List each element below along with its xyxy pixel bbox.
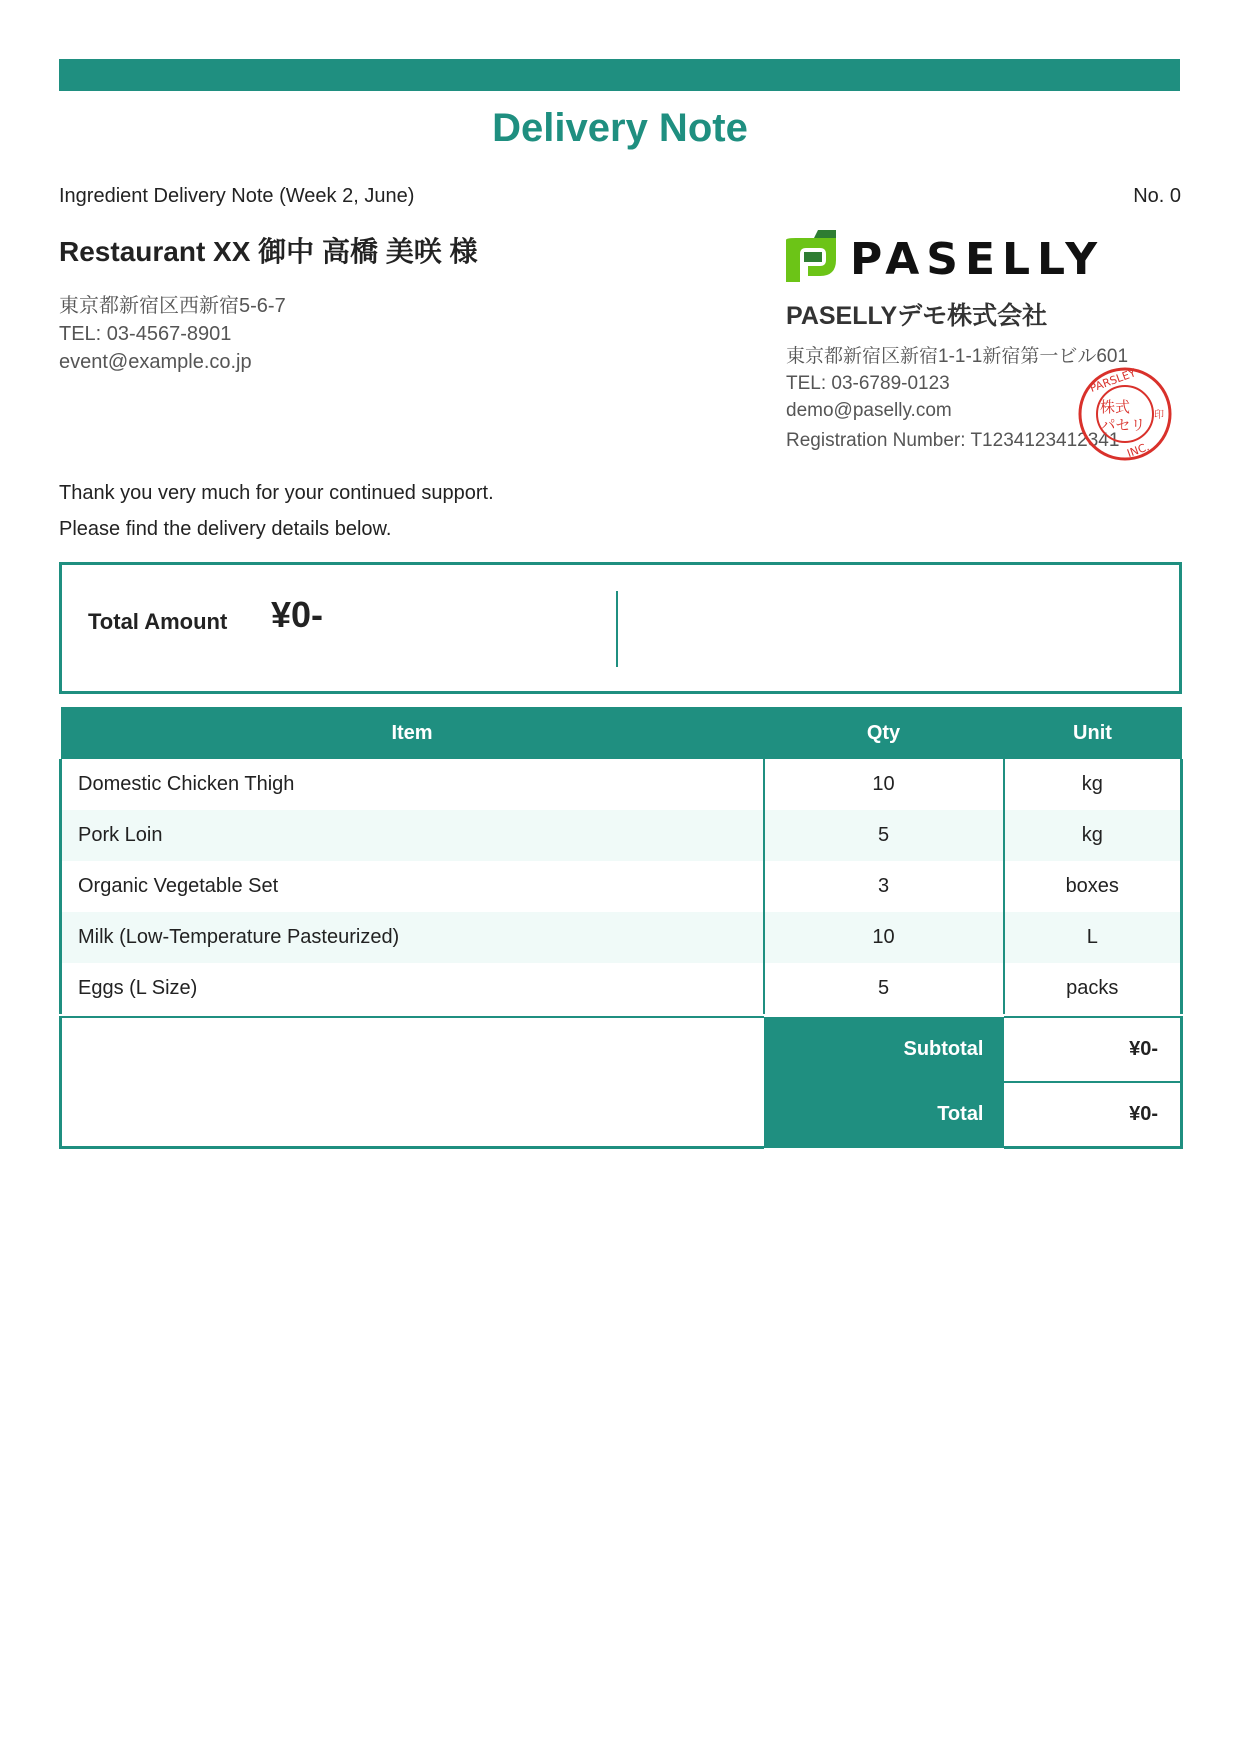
cell-qty: 10 xyxy=(764,912,1004,963)
recipient-name: Restaurant XX 御中 高橋 美咲 様 xyxy=(59,236,478,267)
grand-total-value: ¥0- xyxy=(1004,1082,1182,1148)
cell-qty: 3 xyxy=(764,861,1004,912)
cell-qty: 5 xyxy=(764,810,1004,861)
greeting-line-2: Please find the delivery details below. xyxy=(59,518,392,540)
cell-item: Domestic Chicken Thigh xyxy=(61,759,764,810)
greeting-line-1: Thank you very much for your continued support. xyxy=(59,482,494,504)
leaf-logo-icon xyxy=(786,230,836,282)
cell-unit: boxes xyxy=(1004,861,1182,912)
sender-address: 東京都新宿区新宿1-1-1新宿第一ビル601 xyxy=(786,346,1129,367)
subtotal-row xyxy=(61,1017,1182,1082)
cell-unit: L xyxy=(1004,912,1182,963)
total-box-divider xyxy=(616,591,618,667)
recipient-address: 東京都新宿区西新宿5-6-7 xyxy=(59,295,286,317)
document-title: Delivery Note xyxy=(492,106,748,150)
table-header-row xyxy=(61,707,1182,759)
svg-text:印: 印 xyxy=(1154,410,1164,421)
document-subject: Ingredient Delivery Note (Week 2, June) xyxy=(59,185,415,207)
total-amount-label: Total Amount xyxy=(88,609,228,634)
subtotal-value: ¥0- xyxy=(1004,1017,1182,1082)
greeting xyxy=(59,475,494,547)
recipient-tel: TEL: 03-4567-8901 xyxy=(59,323,232,345)
cell-item: Pork Loin xyxy=(61,810,764,861)
company-seal-stamp xyxy=(1077,366,1173,462)
cell-qty: 10 xyxy=(764,759,1004,810)
recipient-info xyxy=(59,292,286,376)
cell-unit: kg xyxy=(1004,810,1182,861)
document-number: No. 0 xyxy=(1133,185,1181,207)
grand-total-label: Total xyxy=(764,1082,1004,1148)
header-qty: Qty xyxy=(764,707,1004,759)
summary-table xyxy=(59,1016,1183,1149)
cell-item: Milk (Low-Temperature Pasteurized) xyxy=(61,912,764,963)
recipient-email: event@example.co.jp xyxy=(59,351,252,373)
top-accent-bar xyxy=(59,59,1180,91)
table-row xyxy=(61,759,1182,810)
cell-qty: 5 xyxy=(764,963,1004,1014)
cell-unit: packs xyxy=(1004,963,1182,1014)
header-item: Item xyxy=(61,707,764,759)
sender-tel: TEL: 03-6789-0123 xyxy=(786,373,950,394)
svg-text:PARSLEY: PARSLEY xyxy=(1088,366,1138,395)
summary-blank-area xyxy=(61,1017,764,1148)
sender-company: PASELLYデモ株式会社 xyxy=(786,302,1048,330)
cell-unit: kg xyxy=(1004,759,1182,810)
total-amount-value: ¥0- xyxy=(271,594,324,635)
registration-number: Registration Number: T1234123412341 xyxy=(786,430,1120,451)
svg-text:株式: 株式 xyxy=(1099,398,1131,416)
cell-item: Organic Vegetable Set xyxy=(61,861,764,912)
items-table xyxy=(59,707,1183,1014)
table-row xyxy=(61,963,1182,1014)
table-row xyxy=(61,810,1182,861)
table-row xyxy=(61,912,1182,963)
svg-text:INC.: INC. xyxy=(1125,440,1152,461)
header-unit: Unit xyxy=(1004,707,1182,759)
total-amount-box xyxy=(59,562,1182,694)
table-row xyxy=(61,861,1182,912)
svg-text:パセリ: パセリ xyxy=(1100,416,1146,434)
company-logo xyxy=(786,230,1105,286)
subtotal-label: Subtotal xyxy=(764,1017,1004,1082)
logo-wordmark: PASELLY xyxy=(850,234,1105,285)
cell-item: Eggs (L Size) xyxy=(61,963,764,1014)
sender-email: demo@paselly.com xyxy=(786,400,952,421)
